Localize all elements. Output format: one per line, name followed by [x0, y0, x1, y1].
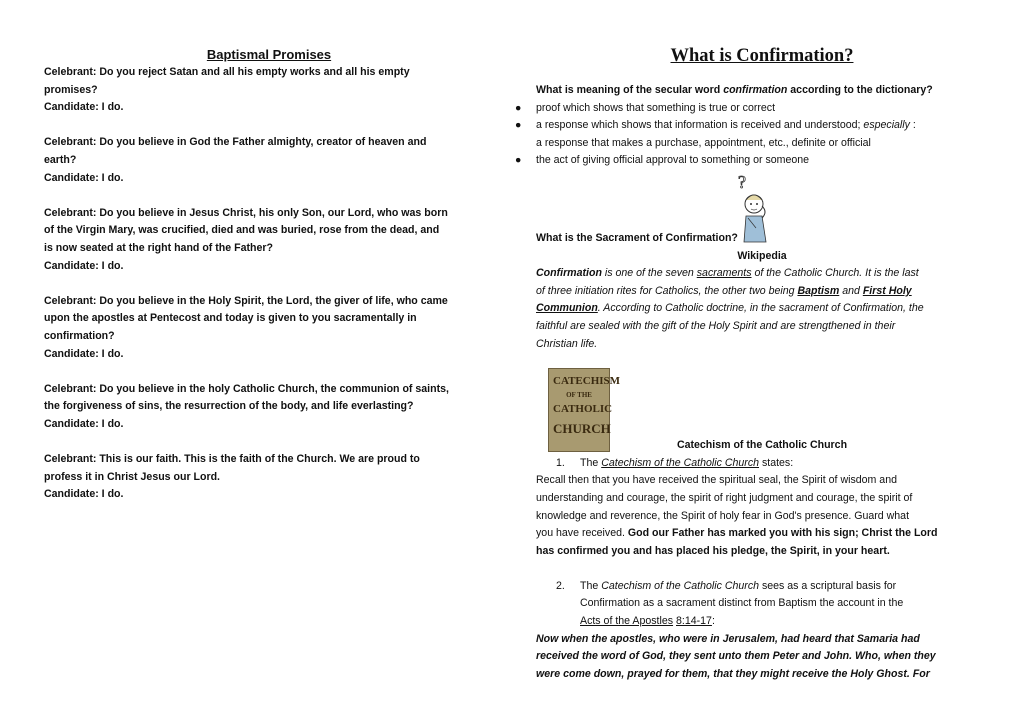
catechism-item-1: 1. The Catechism of the Catholic Church states: [536, 455, 988, 473]
wikipedia-text: faithful are sealed with the gift of the Holy Spirit and are strengthened in their [536, 319, 896, 332]
acts-quote: received the word of God, they sent unto them Peter and John. Who, when they [536, 650, 936, 663]
spacer [44, 187, 494, 205]
bullet-icon: ● [515, 154, 522, 167]
wikipedia-text: Confirmation is one of the seven sacraments of the Catholic Church. It is the last [536, 267, 919, 280]
acts-link[interactable]: Acts of the Apostles [580, 615, 674, 628]
catechism-quote: knowledge and reverence, the Spirit of holy fear in God's presence. Guard what [536, 509, 910, 522]
acts-verse-link[interactable]: 8:14-17 [676, 615, 712, 628]
catechism-book-cover [548, 368, 621, 452]
promise-block [44, 205, 494, 293]
definition-item: ● proof which shows that something is true or correct [536, 100, 988, 118]
spacer [44, 363, 494, 381]
definition-item: ● the act of giving official approval to something or someone [536, 152, 988, 170]
dictionary-question: What is meaning of the secular word confirmation according to the dictionary? [536, 84, 933, 96]
celebrant-line: earth? [44, 153, 77, 166]
spacer [44, 275, 494, 293]
celebrant-line: Celebrant: Do you believe in the Holy Spirit, the Lord, the giver of life, who came [44, 294, 448, 307]
celebrant-line: upon the apostles at Pentecost and today is given to you sacramentally in [44, 312, 417, 325]
book-title-line: CATECHISM [553, 375, 621, 387]
wikipedia-text: Christian life. [536, 337, 598, 350]
thinking-person-icon [734, 172, 778, 244]
promise-block [44, 381, 494, 451]
promise-block [44, 64, 494, 134]
acts-quote: were come down, prayed for them, that they might receive the Holy Ghost. For [536, 667, 930, 680]
spacer [44, 433, 494, 451]
wikipedia-label: Wikipedia [737, 249, 787, 262]
sacrament-question: What is the Sacrament of Confirmation? [536, 231, 738, 244]
wikipedia-text: of three initiation rites for Catholics, the other two being Baptism and First Holy [536, 284, 912, 297]
celebrant-line: is now seated at the right hand of the Father? [44, 241, 273, 254]
catechism-quote: you have received. God our Father has marked you with his sign; Christ the Lord [536, 527, 938, 540]
celebrant-line: Celebrant: This is our faith. This is the faith of the Church. We are proud to [44, 453, 420, 466]
communion-link[interactable]: Communion [536, 302, 598, 315]
wikipedia-text: Communion. According to Catholic doctrine, in the sacrament of Confirmation, the [536, 302, 924, 315]
baptism-link[interactable]: Baptism [797, 284, 840, 297]
promise-block [44, 134, 494, 204]
catechism-item-2-text: Acts of the Apostles 8:14-17: [580, 615, 715, 628]
candidate-response: Candidate: I do. [44, 347, 124, 360]
celebrant-line: confirmation? [44, 329, 115, 342]
confirmation-column [515, 44, 988, 683]
catechism-link[interactable]: Catechism of the Catholic Church [601, 456, 760, 469]
book-title-line: OF THE [566, 391, 592, 399]
baptismal-promises-title: Baptismal Promises [206, 47, 332, 62]
bullet-icon: ● [515, 101, 522, 114]
catechism-quote: Recall then that you have received the spiritual seal, the Spirit of wisdom and [536, 474, 897, 487]
candidate-response: Candidate: I do. [44, 488, 124, 501]
definition-item-continued: a response that makes a purchase, appointment, etc., definite or official [536, 136, 871, 149]
definition-item: ● a response which shows that information is received and understood; especially : [536, 117, 988, 135]
celebrant-line: profess it in Christ Jesus our Lord. [44, 470, 221, 483]
catechism-item-2-text: Confirmation as a sacrament distinct from Baptism the account in the [580, 597, 904, 610]
candidate-response: Candidate: I do. [44, 171, 124, 184]
celebrant-line: Celebrant: Do you believe in Jesus Christ, his only Son, our Lord, who was born [44, 206, 448, 219]
sacraments-link[interactable]: sacraments [696, 267, 752, 280]
candidate-response: Candidate: I do. [44, 101, 124, 114]
candidate-response: Candidate: I do. [44, 259, 124, 272]
bullet-icon: ● [515, 119, 522, 132]
book-title-line: CHURCH [553, 421, 611, 436]
acts-quote: Now when the apostles, who were in Jerusalem, had heard that Samaria had [536, 632, 920, 645]
promises-list [44, 64, 494, 504]
spacer [44, 117, 494, 135]
promise-block [44, 451, 494, 504]
catechism-heading: Catechism of the Catholic Church [676, 439, 848, 452]
celebrant-line: Celebrant: Do you believe in the holy Catholic Church, the communion of saints, [44, 382, 449, 395]
catechism-quote: has confirmed you and has placed his pledge, the Spirit, in your heart. [536, 544, 890, 557]
catechism-quote: understanding and courage, the spirit of right judgment and courage, the spirit of [536, 491, 913, 504]
first-holy-communion-link[interactable]: First Holy [862, 284, 912, 297]
celebrant-line: promises? [44, 83, 98, 96]
confirmation-title: What is Confirmation? [670, 46, 854, 66]
celebrant-line: the forgiveness of sins, the resurrection of the body, and life everlasting? [44, 400, 414, 413]
celebrant-line: of the Virgin Mary, was crucified, died and was buried, rose from the dead, and [44, 224, 440, 237]
list-number: 1. [556, 456, 565, 469]
celebrant-line: Celebrant: Do you believe in God the Father almighty, creator of heaven and [44, 136, 427, 149]
candidate-response: Candidate: I do. [44, 417, 124, 430]
catechism-item-2: 2. The Catechism of the Catholic Church sees as a scriptural basis for [536, 578, 988, 596]
book-title-line: CATHOLIC [553, 403, 613, 415]
baptismal-promises-column [44, 46, 494, 504]
celebrant-line: Celebrant: Do you reject Satan and all his empty works and all his empty [44, 66, 410, 78]
svg-text:?: ? [738, 172, 746, 192]
promise-block [44, 293, 494, 381]
list-number: 2. [556, 579, 565, 592]
